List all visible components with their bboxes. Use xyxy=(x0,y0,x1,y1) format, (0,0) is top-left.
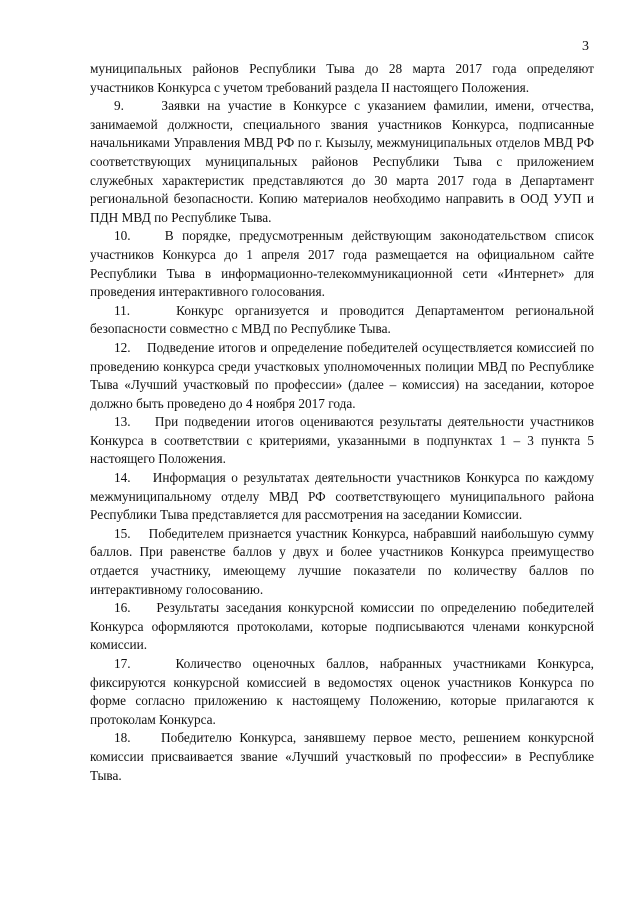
paragraph-13: 13. При подведении итогов оцениваются результаты деятельности участников Конкурса в соответствии с критериями, указанными в подпунктах 1 – 3 пункта 5 настоящего Положения. xyxy=(90,414,594,467)
paragraph-11: 11. Конкурс организуется и проводится Департаментом региональной безопасности совместно с МВД по Республике Тыва. xyxy=(90,302,594,337)
paragraph-10: 10. В порядке, предусмотренным действующим законодательством список участников Конкурса до 1 апреля 2017 года размещается на официальном сайте Республики Тыва в информационно-телекоммуникационной сети «Интернет» для проведения интерактивного голосования. xyxy=(90,228,594,300)
paragraph-15: 15. Победителем признается участник Конкурса, набравший наибольшую сумму баллов. При равенстве баллов у двух и более участников Конкурса преимущество отдается участнику, имеющему лучшие показатели по количеству баллов по интерактивному голосованию. xyxy=(90,525,594,597)
paragraph-17: 17. Количество оценочных баллов, набранных участниками Конкурса, фиксируются конкурсной комиссией в ведомостях оценок участников Конкурса по форме согласно приложению к настоящему Положению, которые прилагаются к протоколам Конкурса. xyxy=(90,656,594,727)
page-number: 3 xyxy=(582,39,589,54)
paragraph-continuation: муниципальных районов Республики Тыва до 28 марта 2017 года определяют участников Конкурса с учетом требований раздела II настоящего Положения. xyxy=(90,61,594,95)
document-body xyxy=(90,60,594,785)
paragraph-9: 9. Заявки на участие в Конкурсе с указанием фамилии, имени, отчества, занимаемой должности, специального звания участников Конкурса, подписанные начальниками Управления МВД РФ по г. Кызылу, межмуниципальных отделов МВД РФ соответствующих муниципальных районов Республики Тыва с приложением служебных характеристик представляются до 30 марта 2017 года в Департамент региональной безопасности. Копию материалов необходимо направить в ООД УУП и ПДН МВД по Республике Тыва. xyxy=(90,98,594,225)
paragraph-14: 14. Информация о результатах деятельности участников Конкурса по каждому межмуниципальному отделу МВД РФ соответствующего муниципального района Республики Тыва представляется для рассмотрения на заседании Комиссии. xyxy=(90,470,594,523)
paragraph-12: 12. Подведение итогов и определение победителей осуществляется комиссией по проведению конкурса среди участковых уполномоченных полиции МВД по Республике Тыва «Лучший участковый по профессии» (далее – комиссия) на заседании, которое должно быть проведено до 4 ноября 2017 года. xyxy=(90,339,594,411)
paragraph-18: 18. Победителю Конкурса, занявшему первое место, решением конкурсной комиссии присваивается звание «Лучший участковый по профессии» в Республике Тыва. xyxy=(90,730,594,783)
paragraph-16: 16. Результаты заседания конкурсной комиссии по определению победителей Конкурса оформляются протоколами, которые подписываются членами конкурсной комиссии. xyxy=(90,600,594,653)
